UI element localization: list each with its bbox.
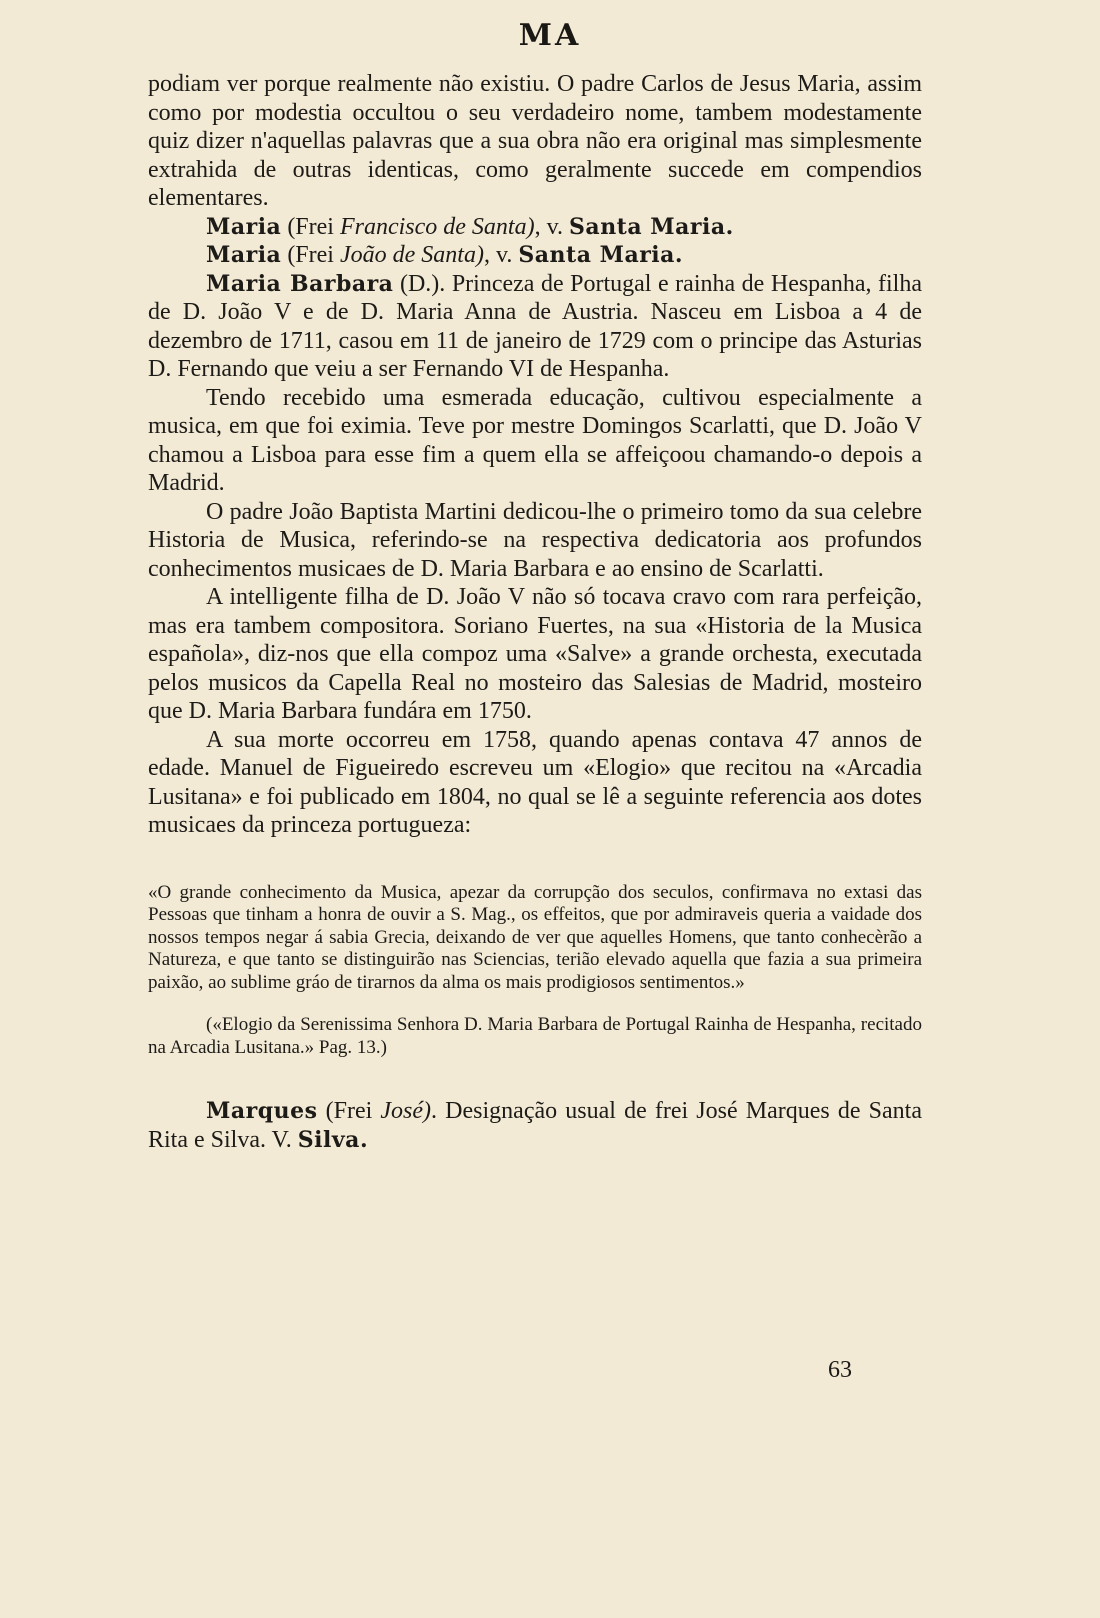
entry-text: , v. xyxy=(534,213,570,240)
entry-italic: João de Santa) xyxy=(339,242,484,268)
block-quote: «O grande conhecimento da Musica, apezar da corrupção dos seculos, confirmava no extasi das Pessoas que tinham a honra de ouvir a S. Mag., os effeitos, que por admiraveis queria a vaidade dos nossos tempos negar á sabia Grecia, deixando de ver que aquelles Homens, que tanto conhecèrão a Natureza, e que tanto se distinguirão nas Sciencias, terião elevado aquella que fazia a sua primeira paixão, ao sublime gráo de tirarnos da alma os mais prodigiosos sentimentos.» xyxy=(148,881,922,993)
entry-text: (Frei xyxy=(287,213,340,240)
entry-text: (D.). Princeza de Portugal e rainha de Hespanha, filha de D. João V e de D. Maria Anna de Austria. Nasceu em Lisboa a 4 de dezembro de 1711, casou em 11 de janeiro de 1729 com o principe das Asturias D. Fernando que veiu a ser Fernando VI de Hespanha. xyxy=(148,270,922,382)
paragraph-morte: A sua morte occorreu em 1758, quando apenas contava 47 annos de edade. Manuel de Figueiredo escreveu um «Elogio» que recitou na «Arcadia Lusitana» e foi publicado em 1804, no qual se lê a seguinte referencia aos dotes musicaes da princeza portugueza: xyxy=(148,726,922,838)
entry-maria-barbara xyxy=(148,270,922,384)
paragraph-compositora: A intelligente filha de D. João V não só tocava cravo com rara perfeição, mas era tambem compositora. Soriano Fuertes, na sua «Historia de la Musica española», diz-nos que ella compoz uma «Salve» a grande orchesta, executada pelos musicos da Capella Real no mosteiro das Salesias de Madrid, mosteiro que D. Maria Barbara fundára em 1750. xyxy=(148,584,922,724)
paragraph-educacao: Tendo recebido uma esmerada educação, cultivou especialmente a musica, em que foi eximia. Teve por mestre Domingos Scarlatti, que D. João V chamou a Lisboa para esse fim a quem ella se affeiçoou chamando-o depois a Madrid. xyxy=(148,384,922,496)
page-number: 63 xyxy=(828,1357,852,1383)
entry-maria-joao xyxy=(148,241,922,270)
paragraph-martini: O padre João Baptista Martini dedicou-lhe o primeiro tomo da sua celebre Historia de Musica, referindo-se na respectiva dedicatoria aos profundos conhecimentos musicaes de D. Maria Barbara e ao ensino de Scarlatti. xyxy=(148,498,922,582)
entry-text: , v. xyxy=(483,242,519,268)
entry-marques xyxy=(148,1097,922,1154)
entry-italic: Francisco de Santa) xyxy=(339,213,535,240)
entry-cross-reference: Santa Maria. xyxy=(518,242,684,268)
entry-cross-reference: Santa Maria. xyxy=(569,213,734,240)
entry-text: . Designação usual de frei José Marques de Santa Rita e Silva. V. xyxy=(148,1098,922,1153)
running-head: MA xyxy=(518,18,582,53)
paragraph-carlos-de-jesus: podiam ver porque realmente não existiu. O padre Carlos de Jesus Maria, assim como por modestia occultou o seu verdadeiro nome, tambem modestamente quiz dizer n'aquellas palavras que a sua obra não era original mas simplesmente extrahida de outras identicas, como geralmente succede em compendios elementares. xyxy=(148,71,922,211)
entry-headword: Marques xyxy=(206,1098,318,1124)
entry-text: (Frei xyxy=(287,242,340,268)
page-body xyxy=(148,70,922,1154)
entry-italic: José) xyxy=(380,1098,432,1124)
entry-headword: Maria Barbara xyxy=(206,270,394,297)
entry-maria-francisco xyxy=(148,213,922,242)
entry-text: (Frei xyxy=(317,1098,381,1124)
entry-headword: Maria xyxy=(206,242,282,268)
entry-headword: Maria xyxy=(206,213,282,240)
entry-cross-reference: Silva. xyxy=(297,1126,369,1153)
quote-source: («Elogio da Serenissima Senhora D. Maria Barbara de Portugal Rainha de Hespanha, recitado na Arcadia Lusitana.» Pag. 13.) xyxy=(148,1014,922,1058)
